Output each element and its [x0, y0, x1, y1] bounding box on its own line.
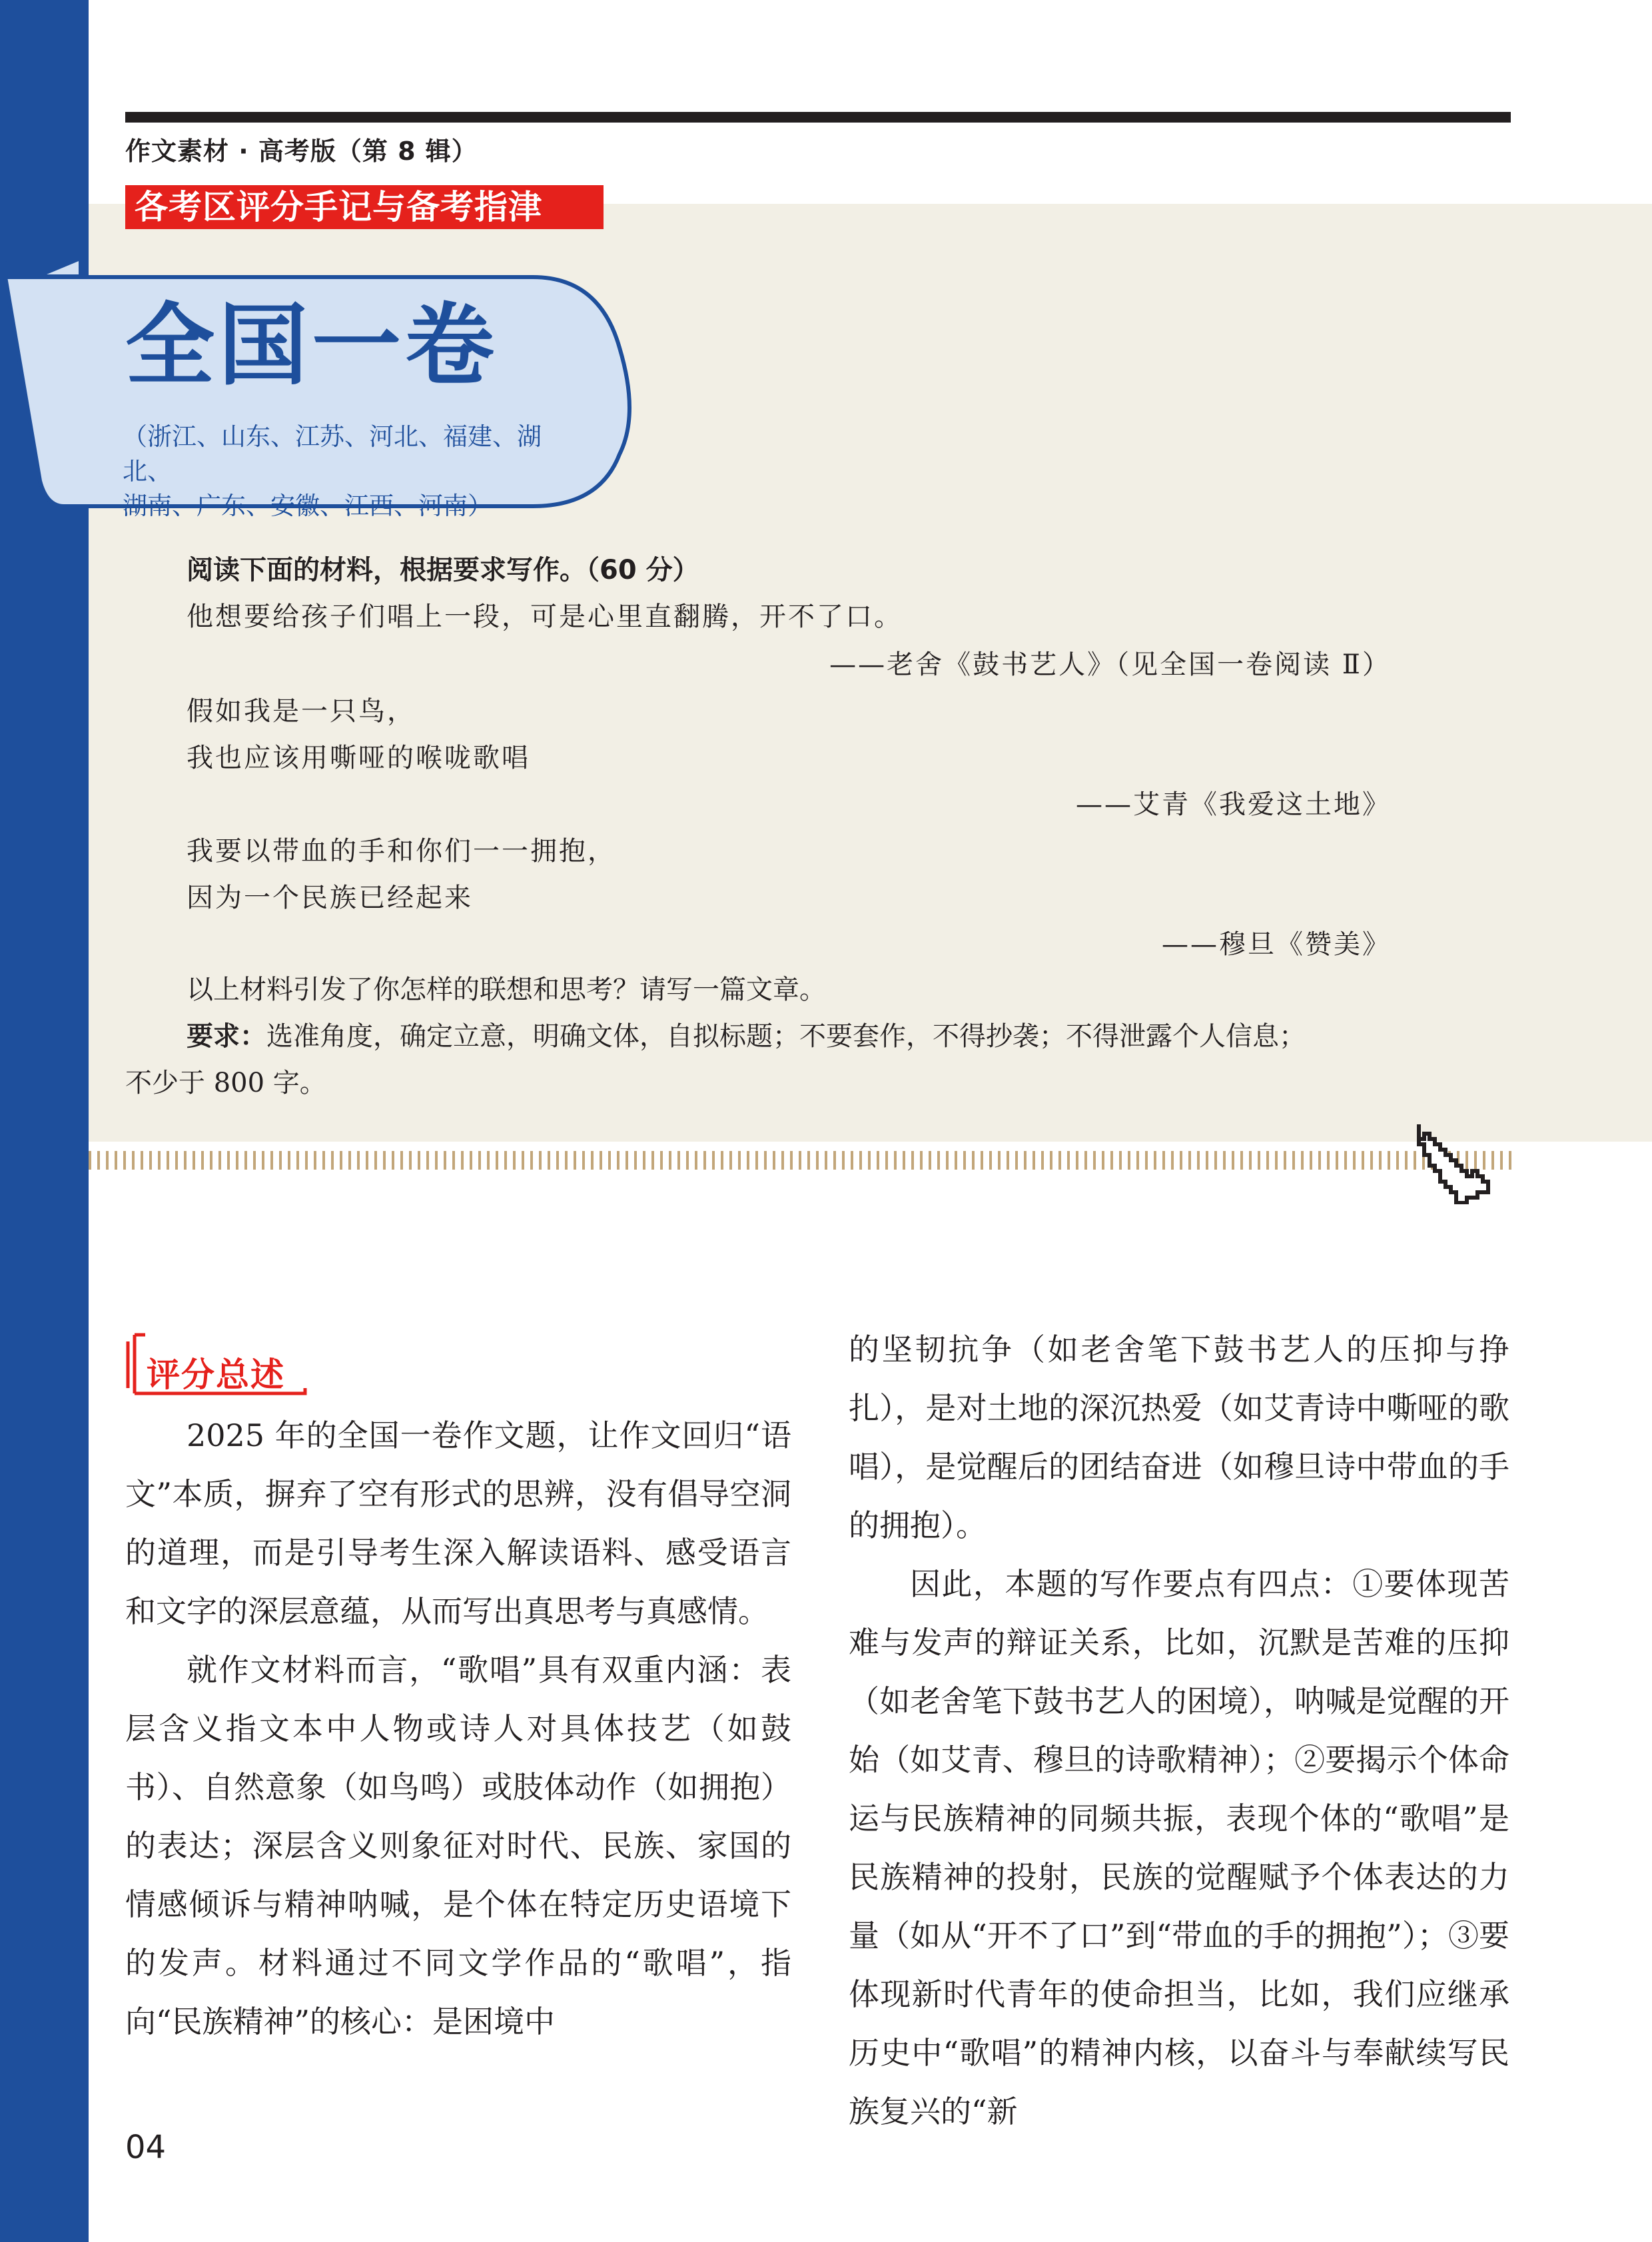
series-title: 作文素材 · 高考版（第 8 辑） — [125, 137, 478, 166]
province-list-line-2: 湖南、广东、安徽、江西、河南） — [123, 492, 492, 520]
summary-column-right — [849, 1320, 1509, 2141]
page-number: 04 — [125, 2129, 167, 2166]
poem-ai-qing-line-2: 我也应该用嘶哑的喉咙歌唱 — [187, 743, 530, 773]
summary-paragraph: 2025 年的全国一卷作文题，让作文回归“语文”本质，摒弃了空有形式的思辨，没有倡导空洞的道理，而是引导考生深入解读语料、感受语言和文字的深层意蕴，从而写出真思考与真感情。 — [125, 1417, 791, 1629]
summary-heading-text: 评分总述 — [147, 1355, 285, 1394]
summary-heading — [125, 1332, 312, 1396]
prompt-word-count: 不少于 800 字。 — [125, 1068, 326, 1098]
summary-paragraph: 因此，本题的写作要点有四点：①要体现苦难与发声的辩证关系，比如，沉默是苦难的压抑（如老舍笔下鼓书艺人的困境），呐喊是觉醒的开始（如艾青、穆旦的诗歌精神）；②要揭示个体命运与民族精神的同频共振，表现个体的“歌唱”是民族精神的投射，民族的觉醒赋予个体表达的力量（如从“开不了口”到“带血的手的拥抱”）；③要体现新时代青年的使命担当，比如，我们应继承历史中“歌唱”的精神内核，以奋斗与奉献续写民族复兴的“新 — [849, 1566, 1509, 2129]
requirements-label: 要求： — [187, 1021, 266, 1052]
summary-column-left — [125, 1406, 791, 2051]
prompt-requirements — [187, 1023, 1306, 1050]
header-rule — [125, 112, 1511, 123]
province-title: 全国一卷 — [125, 294, 499, 398]
decorative-stripe — [89, 1151, 1514, 1170]
poem-ai-qing-line-1: 假如我是一只鸟， — [187, 696, 416, 727]
poem-mu-dan-line-2: 因为一个民族已经起来 — [187, 883, 473, 913]
quote-lao-she: 他想要给孩子们唱上一段，可是心里直翻腾，开不了口。 — [187, 601, 903, 632]
attribution-ai-qing: ——艾青《我爱这土地》 — [1076, 789, 1391, 820]
summary-paragraph: 就作文材料而言，“歌唱”具有双重内涵：表层含义指文本中人物或诗人对具体技艺（如鼓书）、自然意象（如鸟鸣）或肢体动作（如拥抱）的表达；深层含义则象征对时代、民族、家国的情感倾诉与精神呐喊，是个体在特定历史语境下的发声。材料通过不同文学作品的“歌唱”，指向“民族精神”的核心：是困境中 — [125, 1652, 791, 2040]
requirements-text: 选准角度，确定立意，明确文体，自拟标题；不要套作，不得抄袭；不得泄露个人信息； — [266, 1021, 1306, 1052]
attribution-lao-she: ——老舍《鼓书艺人》（见全国一卷阅读 Ⅱ） — [829, 649, 1391, 680]
poem-mu-dan-line-1: 我要以带血的手和你们一一拥抱， — [187, 836, 616, 867]
summary-paragraph: 的坚韧抗争（如老舍笔下鼓书艺人的压抑与挣扎），是对土地的深沉热爱（如艾青诗中嘶哑的歌唱），是觉醒后的团结奋进（如穆旦诗中带血的手的拥抱）。 — [849, 1331, 1509, 1543]
attribution-mu-dan: ——穆旦《赞美》 — [1162, 929, 1391, 960]
prompt-question: 以上材料引发了你怎样的联想和思考？请写一篇文章。 — [187, 974, 826, 1005]
province-list — [123, 420, 589, 524]
pixel-cursor-icon — [1414, 1119, 1503, 1204]
section-label: 各考区评分手记与备考指津 — [125, 185, 604, 229]
prompt-instruction: 阅读下面的材料，根据要求写作。（60 分） — [187, 555, 699, 585]
province-list-line-1: （浙江、山东、江苏、河北、福建、湖北、 — [123, 422, 542, 486]
